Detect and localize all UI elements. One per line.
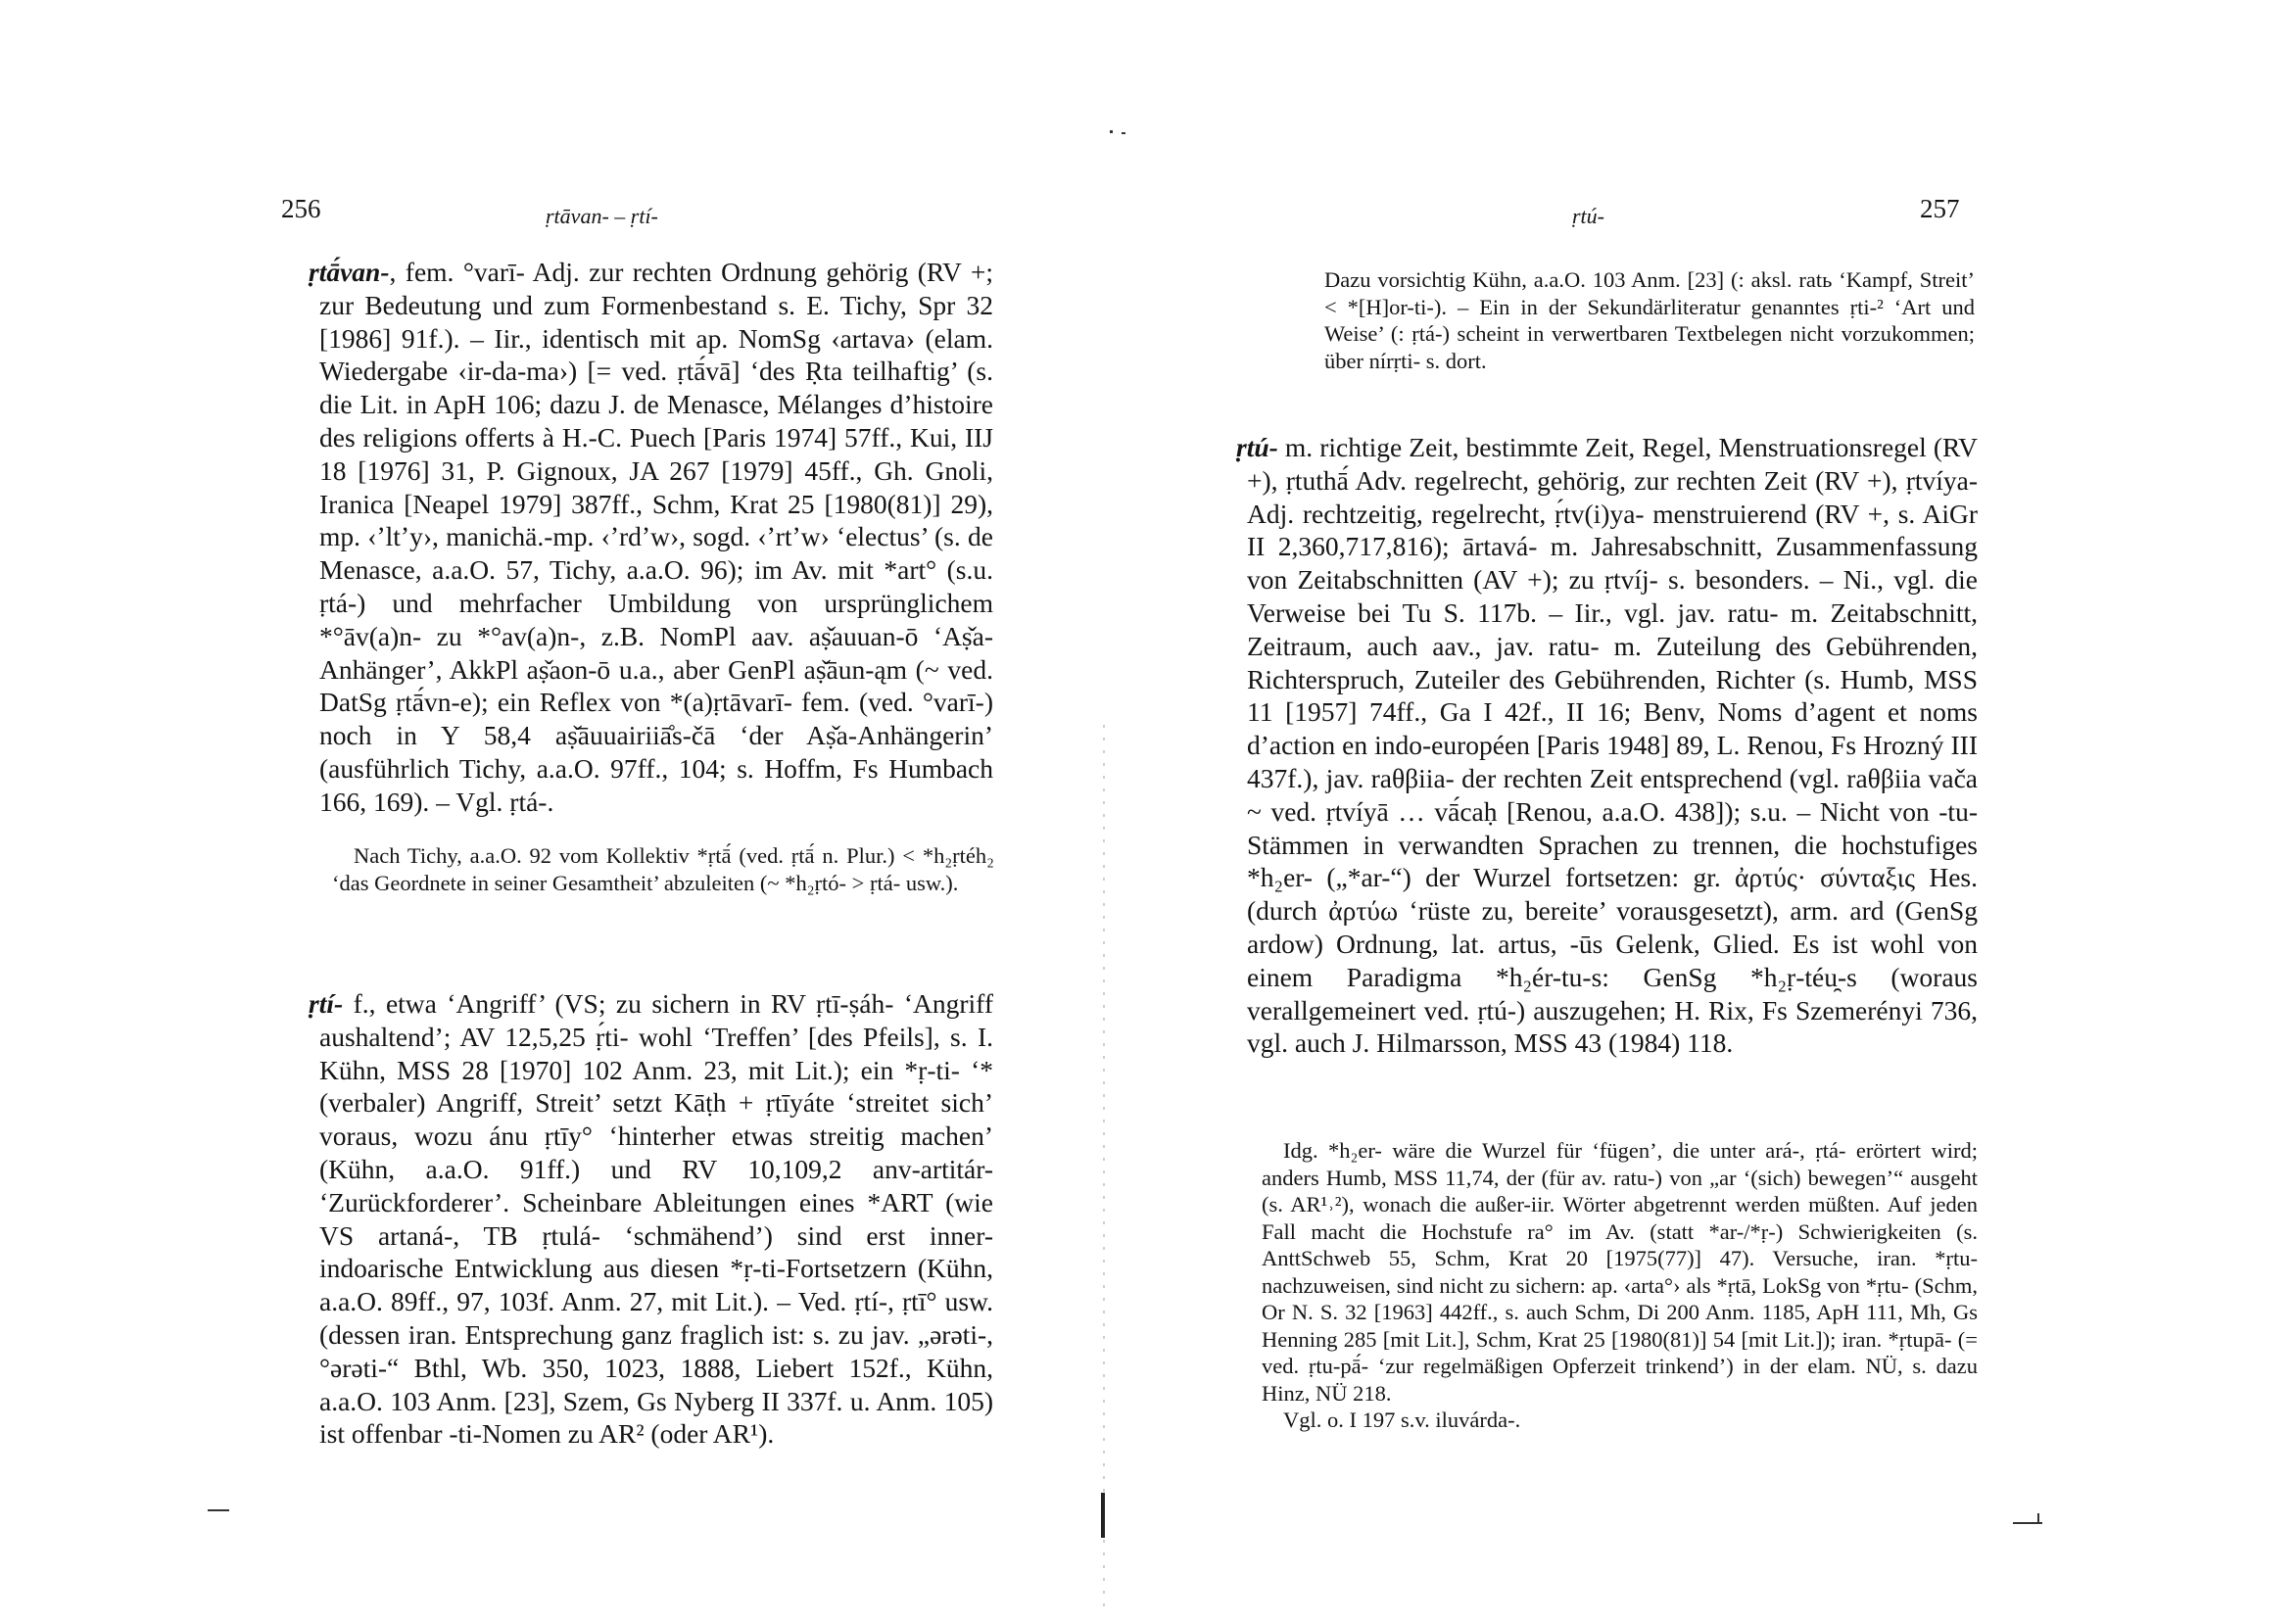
headword-rtu: ṛtú- bbox=[1236, 432, 1278, 462]
right-page bbox=[1117, 0, 2296, 1622]
note-rtavan: Nach Tichy, a.a.O. 92 vom Kollektiv *ṛtā́ (ved. ṛtā́ n. Plur.) < *h₂ṛtéh₂ ‘das Geordnete in seiner Gesamtheit’ abzuleiten (~ *h₂ṛtó- > ṛtá- usw.). bbox=[332, 843, 994, 895]
page-number-right: 257 bbox=[1920, 194, 1960, 223]
note-top: Dazu vorsichtig Kühn, a.a.O. 103 Anm. [23] (: aksl. ratь ‘Kampf, Streit’ < *[H]or-ti-). – Ein in der Sekundärliteratur genanntes ṛti-² ‘Art und Weise’ (: ṛtá-) scheint in verwertbaren Textbelegen nicht vorzukommen; über nírṛti- s. dort. bbox=[1324, 267, 1975, 373]
note-rtu-text: Idg. *h₂er- wäre die Wurzel für ‘fügen’, die unter ará-, ṛtá- erörtert wird; anders Humb, MSS 11,74, der (für av. ratu-) von „ar ‘(sich) bewegen’“ ausgeht (s. AR¹˒²), wonach die außer-iir. Wörter abgetrennt werden müßten. Auf jeden Fall macht die Hochstufe ra° im Av. (statt *ar-/*ṛ-) Schwierigkeiten (s. AnttSchweb 55, Schm, Krat 20 [1975(77)] 47). Versuche, iran. *ṛtu- nachzuweisen, sind nicht zu sichern: ap. ‹arta°› als *ṛtā, LokSg von *ṛtu- (Schm, Or N. S. 32 [1963] 442ff., s. auch Schm, Di 200 Anm. 1185, ApH 111, Mh, Gs Henning 285 [mit Lit.], Schm, Krat 25 [1980(81)] 54 [mit Lit.]); iran. *ṛtupā- (= ved. ṛtu-pā́- ‘zur regelmäßigen Opferzeit trinkend’) in der elam. NÜ, s. dazu Hinz, NÜ 218. bbox=[1262, 1138, 1978, 1406]
entry-rtu-text: m. richtige Zeit, bestimmte Zeit, Regel, Menstruationsregel (RV +), ṛtuthā́ Adv. regelrecht, gehörig, zur rechten Zeit (RV +), ṛtvíya- Adj. rechtzeitig, regelrecht, ṛ́tv(i)ya- menstruierend (RV +, s. AiGr II 2,360,717,816); ārtavá- m. Jahresabschnitt, Zusammenfassung von Zeitabschnitten (AV +); zu ṛtvíj- s. besonders. – Ni., vgl. die Verweise bei Tu S. 117b. – Iir., vgl. jav. ratu- m. Zeitabschnitt, Zeitraum, auch aav., jav. ratu- m. Zuteilung des Gebührenden, Richterspruch, Zuteiler des Gebührenden, Richter (s. Humb, MSS 11 [1957] 74ff., Ga I 42f., II 16; Benv, Noms d’agent et noms d’action en indo-européen [Paris 1948] 89, L. Renou, Fs Hrozný III 437f.), jav. raθβiia- der rechten Zeit entsprechend (vgl. raθβiia vača ~ ved. ṛtvíyā … vā́caḥ [Renou, a.a.O. 438]); s.u. – Nicht von -tu-Stämmen in verwandten Sprachen zu trennen, die hochstufiges *h₂er- („*ar-“) der Wurzel fortsetzen: gr. ἀρτύς· σύνταξις Hes. (durch ἀρτύω ‘rüste zu, bereite’ vorausgesetzt), arm. ard (GenSg ardow) Ordnung, lat. artus, -ūs Gelenk, Glied. Es ist wohl von einem Paradigma *h₂ér-tu-s: GenSg *h₂ṛ-téu̯-s (woraus verallgemeinert ved. ṛtú-) auszugehen; H. Rix, Fs Szemerényi 736, vgl. auch J. Hilmarsson, MSS 43 (1984) 118. bbox=[1247, 432, 1978, 1059]
running-head-left: ṛtāvan- – ṛtí- bbox=[546, 204, 658, 228]
entry-rtavan-text: , fem. °varī- Adj. zur rechten Ordnung gehörig (RV +; zur Bedeutung und zum Formenbestand s. E. Tichy, Spr 32 [1986] 91f.). – Iir., identisch mit ap. NomSg ‹artava› (elam. Wiedergabe ‹ir-da-ma›) [= ved. ṛtā́vā] ‘des Ṛta teilhaftig’ (s. die Lit. in ApH 106; dazu J. de Menasce, Mélanges d’histoire des religions offerts à H.-C. Puech [Paris 1974] 57ff., Kui, IIJ 18 [1976] 31, P. Gignoux, JA 267 [1979] 45ff., Gh. Gnoli, Iranica [Neapel 1979] 387ff., Schm, Krat 25 [1980(81)] 29), mp. ‹ʼltʼy›, manichä.-mp. ‹ʼrdʼw›, sogd. ‹ʼrtʼw› ‘electus’ (s. de Menasce, a.a.O. 57, Tichy, a.a.O. 96); im Av. mit *art° (s.u. ṛtá-) und mehrfacher Umbildung von ursprünglichem *°āv(a)n- zu *°av(a)n-, z.B. NomPl aav. aṣ̌auuan-ō ‘Aṣ̌a-Anhänger’, AkkPl aṣ̌aon-ō u.a., aber GenPl aṣ̌āun-ąm (~ ved. DatSg ṛtā́vn-e); ein Reflex von *(a)ṛtāvarī- fem. (ved. °varī-) noch in Y 58,4 aṣ̌āuuairiiā̊s-čā ‘der Aṣ̌a-Anhängerin’ (ausführlich Tichy, a.a.O. 97ff., 104; s. Hoffm, Fs Humbach 166, 169). – Vgl. ṛtá-. bbox=[319, 257, 993, 817]
note-rtu bbox=[1262, 1137, 1978, 1434]
gutter-mark bbox=[1101, 1493, 1105, 1538]
entry-rtu bbox=[1236, 431, 1978, 1060]
page-number-left: 256 bbox=[281, 194, 321, 223]
scan-speck bbox=[1110, 130, 1113, 133]
headword-rtavan: ṛtā́van- bbox=[309, 257, 390, 287]
entry-rti bbox=[309, 987, 993, 1451]
page-edge-mark bbox=[208, 1509, 229, 1511]
left-page bbox=[0, 0, 1117, 1622]
cross-reference: Vgl. o. I 197 s.v. iluvárda-. bbox=[1283, 1407, 1521, 1432]
running-head-right: ṛtú- bbox=[1572, 204, 1604, 228]
page-edge-mark bbox=[2037, 1513, 2039, 1523]
entry-rti-text: f., etwa ‘Angriff’ (VS; zu sichern in RV ṛtī-ṣáh- ‘Angriff aushaltend’; AV 12,5,25 ṛ́ti- wohl ‘Treffen’ [des Pfeils], s. I. Kühn, MSS 28 [1970] 102 Anm. 23, mit Lit.); ein *ṛ-ti- ‘*(verbaler) Angriff, Streit’ setzt Kāṭh + ṛtīyáte ‘streitet sich’ voraus, wozu ánu ṛtīy° ‘hinterher etwas streitig machen’ (Kühn, a.a.O. 91ff.) und RV 10,109,2 anv-artitár- ‘Zurückforderer’. Scheinbare Ableitungen eines *ART (wie VS artaná-, TB ṛtulá- ‘schmähend’) sind erst inner-indoarische Entwicklung aus diesen *ṛ-ti-Fortsetzern (Kühn, a.a.O. 89ff., 97, 103f. Anm. 27, mit Lit.). – Ved. ṛtí-, ṛtī° usw. (dessen iran. Entsprechung ganz fraglich ist: s. zu jav. „ərəti-, °ərəti-“ Bthl, Wb. 350, 1023, 1888, Liebert 152f., Kühn, a.a.O. 103 Anm. [23], Szem, Gs Nyberg II 337f. u. Anm. 105) ist offenbar -ti-Nomen zu AR² (oder AR¹). bbox=[319, 988, 993, 1450]
book-gutter bbox=[1103, 725, 1105, 1606]
entry-rtavan bbox=[309, 256, 993, 819]
headword-rti: ṛtí- bbox=[309, 988, 344, 1019]
